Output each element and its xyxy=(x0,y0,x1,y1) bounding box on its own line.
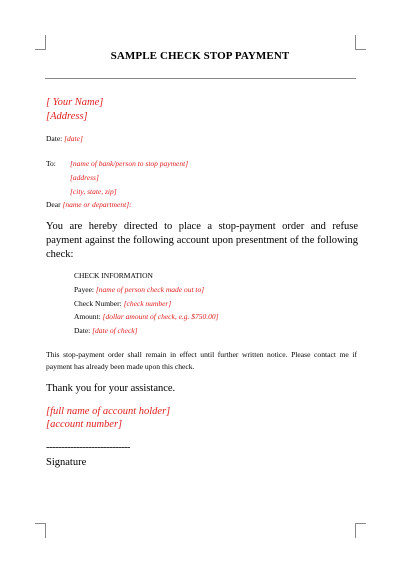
to-line-2: [address] xyxy=(70,173,99,182)
date-line xyxy=(46,134,83,143)
account-number: [account number] xyxy=(46,419,123,430)
to-label: To: xyxy=(46,159,56,168)
check-number-label: Check Number: xyxy=(74,299,122,308)
sender-address: [Address] xyxy=(46,111,88,122)
dear-label: Dear xyxy=(46,200,61,209)
corner-mark-top-right xyxy=(355,35,366,50)
check-number-value: [check number] xyxy=(123,299,172,308)
date-label: Date: xyxy=(46,134,63,143)
payee-line xyxy=(74,285,204,294)
salutation xyxy=(46,200,132,209)
check-date-value: [date of check] xyxy=(92,326,138,335)
account-holder-name: [full name of account holder] xyxy=(46,406,171,417)
date-value: [date] xyxy=(64,134,83,143)
signature-label: Signature xyxy=(46,457,87,468)
document-title: SAMPLE CHECK STOP PAYMENT xyxy=(110,50,290,62)
to-line-3: [city, state, zip] xyxy=(70,187,117,196)
thanks-line: Thank you for your assistance. xyxy=(46,383,176,394)
payee-value: [name of person check made out to] xyxy=(95,285,205,294)
amount-value: [dollar amount of check, e.g. $750.00] xyxy=(102,312,219,321)
sender-name: [ Your Name] xyxy=(46,97,104,108)
corner-mark-top-left xyxy=(35,35,46,50)
corner-mark-bottom-right xyxy=(355,523,366,538)
check-date-line xyxy=(74,326,138,335)
title-divider xyxy=(45,78,356,79)
payee-label: Payee: xyxy=(74,285,94,294)
check-number-line xyxy=(74,299,171,308)
signature-line: ---------------------------- xyxy=(46,442,130,453)
check-date-label: Date: xyxy=(74,326,91,335)
dear-value: [name or department]: xyxy=(62,200,132,209)
amount-line xyxy=(74,312,219,321)
to-line-1: [name of bank/person to stop payment] xyxy=(70,159,189,168)
effect-paragraph: This stop-payment order shall remain in effect until further written notice. Please contact me if payment has already been made upon this check. xyxy=(46,350,357,371)
check-info-heading: CHECK INFORMATION xyxy=(74,271,153,280)
body-paragraph: You are hereby directed to place a stop-payment order and refuse payment against the following account upon presentment of the following check: xyxy=(46,221,358,260)
corner-mark-bottom-left xyxy=(35,523,46,538)
amount-label: Amount: xyxy=(74,312,101,321)
